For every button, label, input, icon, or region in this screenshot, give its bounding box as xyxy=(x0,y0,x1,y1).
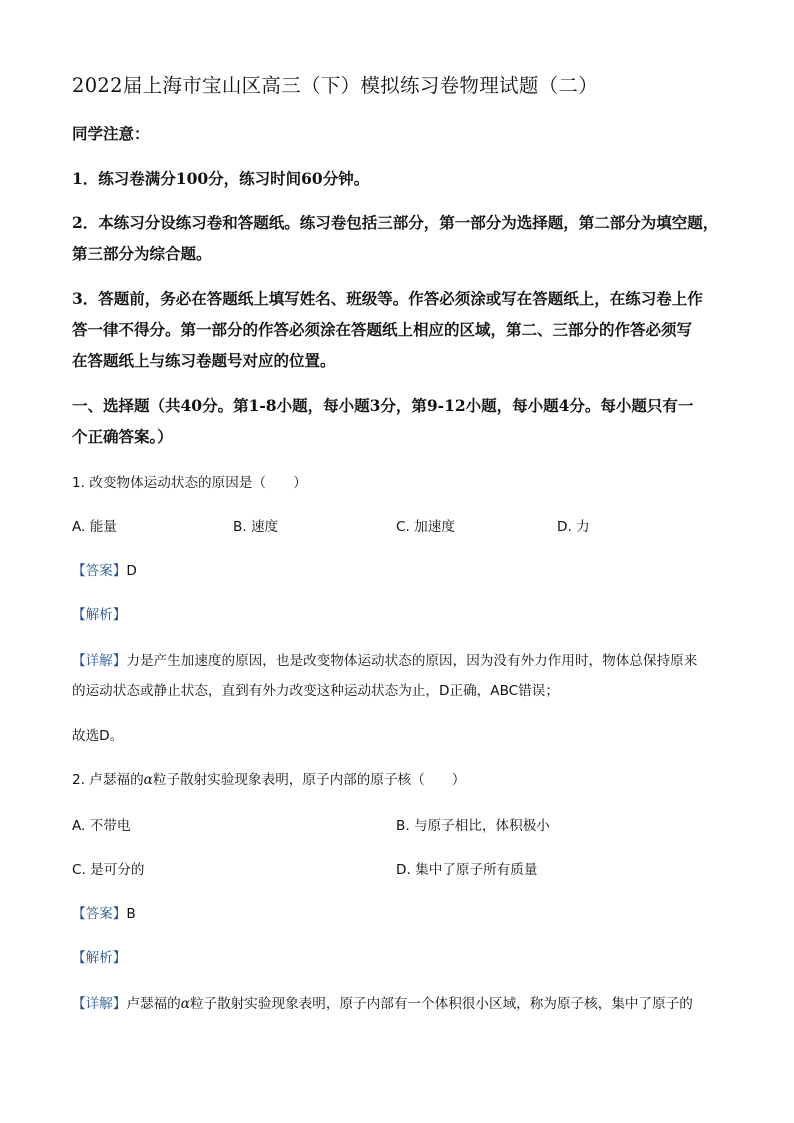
answer-value: B xyxy=(126,906,136,922)
notice-item-2-line-2: 第三部分为综合题。 xyxy=(72,244,212,263)
question-1-analysis-tag: 【解析】 xyxy=(72,607,127,623)
question-1-option-b: B. 速度 xyxy=(233,519,279,535)
detail-text: 力是产生加速度的原因，也是改变物体运动状态的原因，因为没有外力作用时，物体总保持原来 xyxy=(126,653,698,669)
alpha-symbol: α xyxy=(180,996,190,1012)
section-1-heading-line-2: 个正确答案。） xyxy=(72,427,173,446)
detail-tag: 【详解】 xyxy=(72,996,127,1012)
question-2-option-d: D. 集中了原子所有质量 xyxy=(396,862,538,878)
question-1-option-c: C. 加速度 xyxy=(396,519,455,535)
notice-item-3-line-3: 在答题纸上与练习卷题号对应的位置。 xyxy=(72,351,336,370)
detail-suffix: 粒子散射实验现象表明，原子内部有一个体积很小区域，称为原子核，集中了原子的 xyxy=(189,996,693,1012)
detail-prefix: 卢瑟福的 xyxy=(126,996,181,1012)
question-2-analysis-tag: 【解析】 xyxy=(72,950,127,966)
notice-heading: 同学注意： xyxy=(72,124,150,143)
question-1-answer xyxy=(72,559,137,579)
detail-tag: 【详解】 xyxy=(72,653,127,669)
question-2-option-b: B. 与原子相比，体积极小 xyxy=(396,818,550,834)
question-1-option-d: D. 力 xyxy=(557,519,590,535)
question-2-stem xyxy=(72,768,466,788)
question-2-detail-line-1 xyxy=(72,992,693,1012)
section-1-heading-line-1: 一、选择题（共40分。第1-8小题，每小题3分，第9-12小题，每小题4分。每小题只有一 xyxy=(72,396,694,415)
notice-item-3-line-2: 答一律不得分。第一部分的作答必须涂在答题纸上相应的区域，第二、三部分的作答必须写 xyxy=(72,320,693,339)
stem-suffix: 粒子散射实验现象表明，原子内部的原子核（ ） xyxy=(152,772,466,788)
question-2-answer xyxy=(72,902,136,922)
question-2-option-a: A. 不带电 xyxy=(72,818,131,834)
question-1-detail-line-2: 的运动状态或静止状态，直到有外力改变这种运动状态为止，D正确，ABC错误； xyxy=(72,683,559,699)
answer-tag: 【答案】 xyxy=(72,906,127,922)
question-1-option-a: A. 能量 xyxy=(72,519,117,535)
question-1-conclusion: 故选D。 xyxy=(72,728,124,744)
stem-prefix: 2. 卢瑟福的 xyxy=(72,772,144,788)
answer-value: D xyxy=(126,563,137,579)
answer-tag: 【答案】 xyxy=(72,563,127,579)
question-1-stem: 1. 改变物体运动状态的原因是（ ） xyxy=(72,475,307,491)
question-1-detail-line-1 xyxy=(72,649,697,669)
notice-item-2-line-1: 2．本练习分设练习卷和答题纸。练习卷包括三部分，第一部分为选择题，第二部分为填空题， xyxy=(72,213,719,232)
alpha-symbol: α xyxy=(143,772,153,788)
page-title: 2022届上海市宝山区高三（下）模拟练习卷物理试题（二） xyxy=(72,74,599,97)
question-2-option-c: C. 是可分的 xyxy=(72,862,145,878)
notice-item-1: 1．练习卷满分100分，练习时间60分钟。 xyxy=(72,169,370,188)
notice-item-3-line-1: 3．答题前，务必在答题纸上填写姓名、班级等。作答必须涂或写在答题纸上，在练习卷上作 xyxy=(72,289,703,308)
